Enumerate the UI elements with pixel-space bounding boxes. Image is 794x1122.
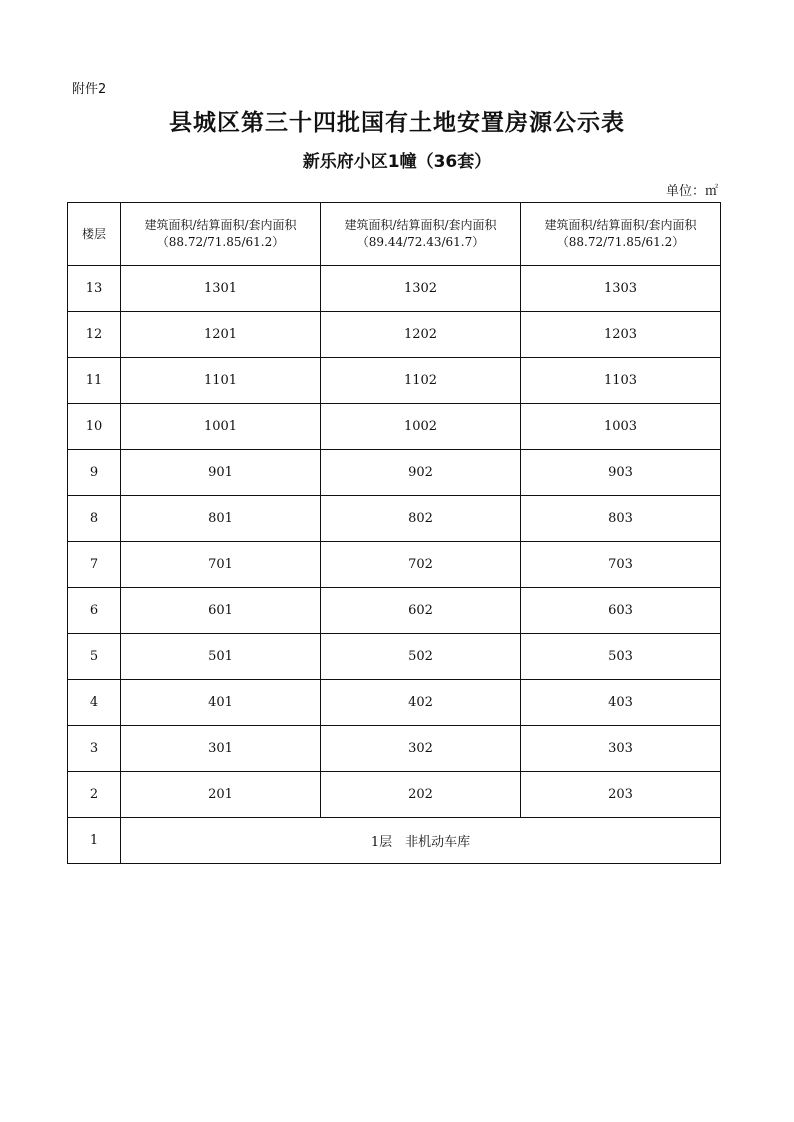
page-subtitle: 新乐府小区1幢（36套） [302,152,492,172]
unit-cell: 302 [321,726,521,772]
unit-cell: 601 [121,588,321,634]
table-row [68,312,721,358]
column-header-spec: （89.44/72.43/61.7） [356,235,485,249]
unit-cell: 701 [121,542,321,588]
table-row [68,634,721,680]
unit-cell: 803 [521,496,721,542]
table-row [68,404,721,450]
unit-cell: 1001 [121,404,321,450]
column-header [521,203,721,266]
unit-cell: 802 [321,496,521,542]
table-row [68,450,721,496]
table-row [68,266,721,312]
unit-cell: 801 [121,496,321,542]
unit-cell: 1101 [121,358,321,404]
column-header [321,203,521,266]
unit-cell: 903 [521,450,721,496]
unit-cell: 201 [121,772,321,818]
floor-cell: 7 [68,542,121,588]
floor-header: 楼层 [68,203,121,266]
unit-cell: 1303 [521,266,721,312]
floor-cell: 6 [68,588,121,634]
floor-cell: 13 [68,266,121,312]
column-header-label: 建筑面积/结算面积/套内面积 [344,218,497,232]
unit-cell: 301 [121,726,321,772]
unit-cell: 1002 [321,404,521,450]
unit-cell: 401 [121,680,321,726]
floor-cell: 10 [68,404,121,450]
unit-cell: 1301 [121,266,321,312]
ground-floor-row [68,818,721,864]
floor-cell: 3 [68,726,121,772]
unit-cell: 303 [521,726,721,772]
unit-cell: 403 [521,680,721,726]
unit-cell: 1202 [321,312,521,358]
floor-cell: 5 [68,634,121,680]
unit-cell: 202 [321,772,521,818]
column-header-spec: （88.72/71.85/61.2） [156,235,285,249]
column-header [121,203,321,266]
table-row [68,726,721,772]
unit-cell: 1203 [521,312,721,358]
table-row [68,542,721,588]
unit-cell: 1103 [521,358,721,404]
header-row [68,203,721,266]
table-row [68,358,721,404]
unit-cell: 602 [321,588,521,634]
unit-label: 单位：㎡ [665,184,718,199]
unit-cell: 501 [121,634,321,680]
unit-cell: 402 [321,680,521,726]
housing-table [67,202,721,864]
unit-cell: 503 [521,634,721,680]
table-row [68,588,721,634]
unit-cell: 1003 [521,404,721,450]
attachment-label: 附件2 [72,82,107,97]
floor-cell: 2 [68,772,121,818]
unit-cell: 703 [521,542,721,588]
unit-cell: 1201 [121,312,321,358]
floor-cell: 1 [68,818,121,864]
unit-cell: 203 [521,772,721,818]
ground-floor-note: 1层 非机动车库 [121,818,721,864]
table-row [68,496,721,542]
floor-cell: 12 [68,312,121,358]
floor-cell: 11 [68,358,121,404]
unit-cell: 901 [121,450,321,496]
unit-cell: 603 [521,588,721,634]
floor-cell: 4 [68,680,121,726]
unit-cell: 902 [321,450,521,496]
floor-cell: 8 [68,496,121,542]
column-header-spec: （88.72/71.85/61.2） [556,235,685,249]
unit-cell: 702 [321,542,521,588]
unit-cell: 1302 [321,266,521,312]
unit-cell: 502 [321,634,521,680]
floor-cell: 9 [68,450,121,496]
column-header-label: 建筑面积/结算面积/套内面积 [544,218,697,232]
unit-cell: 1102 [321,358,521,404]
page-title: 县城区第三十四批国有土地安置房源公示表 [169,110,625,136]
table-row [68,680,721,726]
table-row [68,772,721,818]
column-header-label: 建筑面积/结算面积/套内面积 [144,218,297,232]
